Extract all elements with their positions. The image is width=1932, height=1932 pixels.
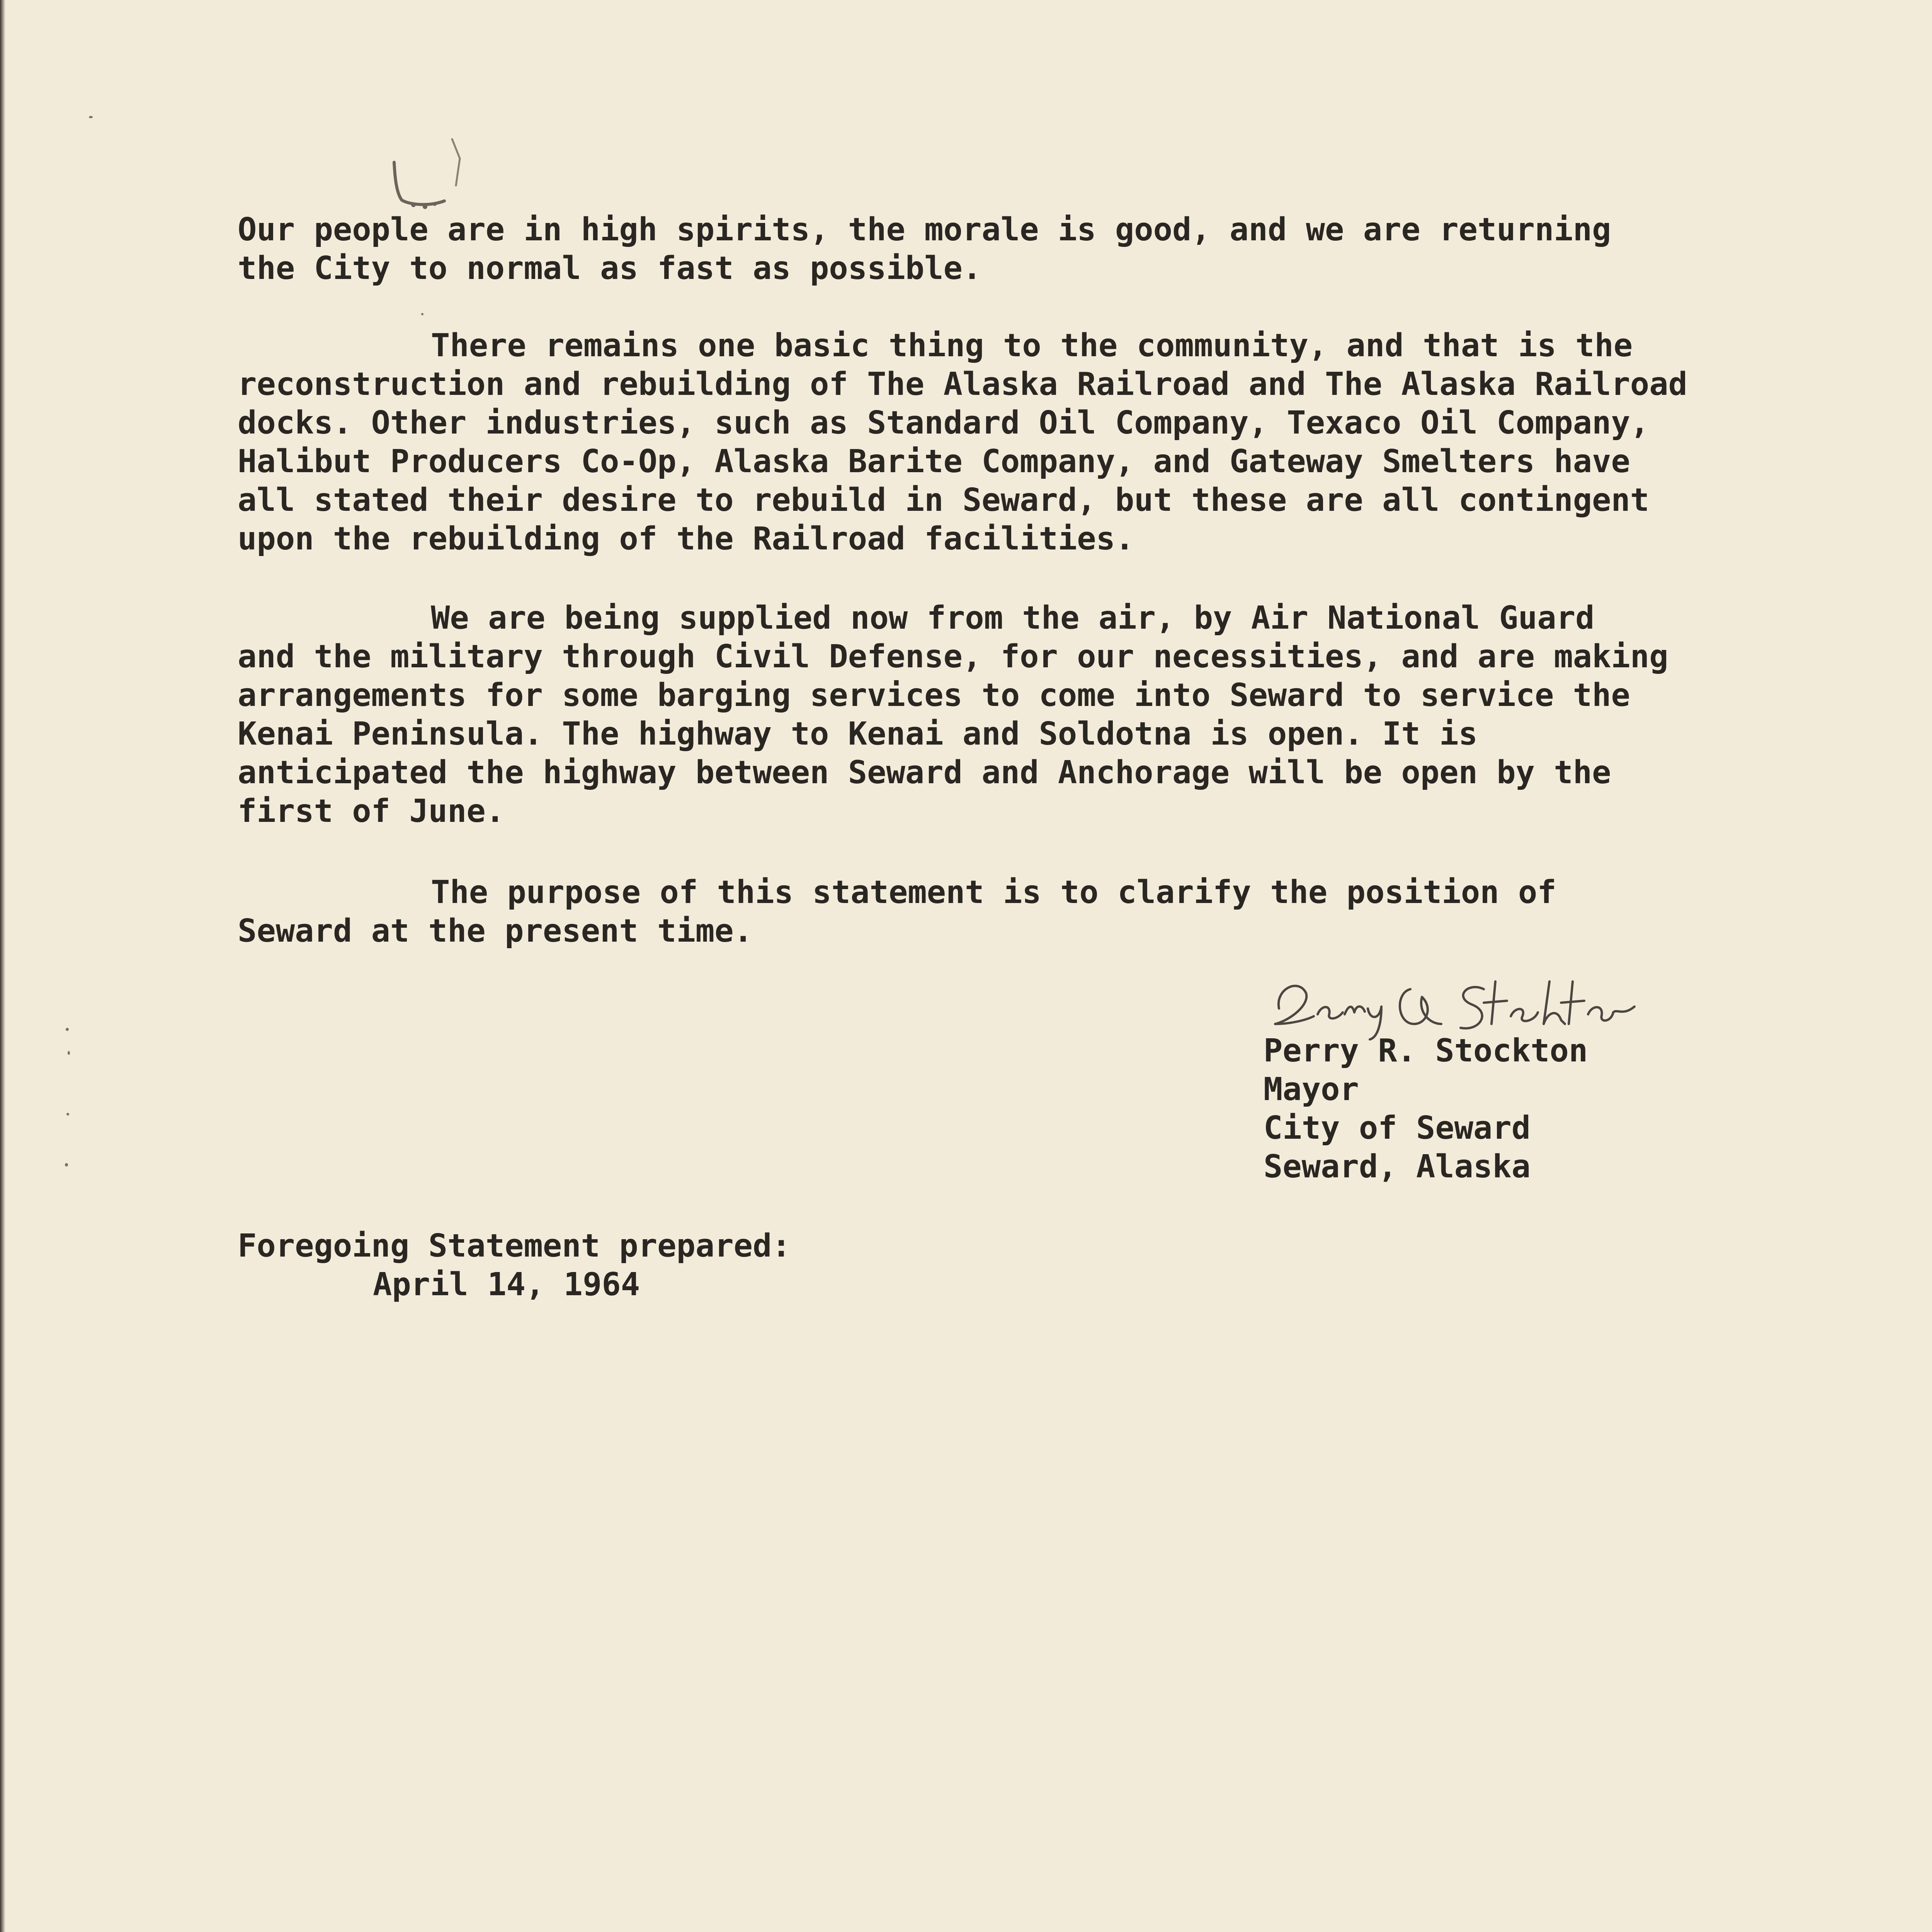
signer-location: Seward, Alaska: [1264, 1148, 1531, 1185]
margin-speck: [421, 313, 423, 315]
signer-organization: City of Seward: [1264, 1110, 1531, 1146]
paragraph-3-line-5: anticipated the highway between Seward and Anchorage will be open by the: [238, 754, 1611, 791]
margin-speck: [68, 1051, 70, 1055]
paragraph-4-line-2: Seward at the present time.: [238, 913, 753, 949]
margin-speck: [65, 1163, 68, 1167]
paragraph-3-line-3: arrangements for some barging services to come into Seward to service the: [238, 677, 1630, 714]
margin-speck: [66, 1113, 69, 1116]
paragraph-3-line-4: Kenai Peninsula. The highway to Kenai and Soldotna is open. It is: [238, 716, 1478, 752]
paragraph-2-line-5: all stated their desire to rebuild in Seward, but these are all contingent: [238, 482, 1650, 519]
prepared-date: April 14, 1964: [373, 1266, 640, 1303]
signer-name: Perry R. Stockton: [1264, 1032, 1588, 1069]
paragraph-3-line-1: We are being supplied now from the air, by Air National Guard: [431, 600, 1595, 636]
paragraph-1-line-1: Our people are in high spirits, the morale is good, and we are returning: [238, 211, 1611, 248]
paragraph-2-line-3: docks. Other industries, such as Standard Oil Company, Texaco Oil Company,: [238, 405, 1650, 441]
paragraph-1-line-2: the City to normal as fast as possible.: [238, 250, 982, 287]
prepared-label: Foregoing Statement prepared:: [238, 1228, 791, 1264]
paragraph-2-line-4: Halibut Producers Co-Op, Alaska Barite Company, and Gateway Smelters have: [238, 443, 1630, 480]
page-edge-shadow: [0, 0, 5, 1932]
margin-speck: [89, 116, 93, 118]
pencil-mark-icon: [386, 128, 487, 216]
signer-title: Mayor: [1264, 1071, 1359, 1108]
paragraph-3-line-6: first of June.: [238, 793, 505, 830]
paragraph-4-line-1: The purpose of this statement is to clarify the position of: [431, 874, 1556, 911]
paragraph-2-line-1: There remains one basic thing to the community, and that is the: [431, 327, 1633, 364]
margin-speck: [66, 1028, 69, 1031]
paragraph-2-line-6: upon the rebuilding of the Railroad facilities.: [238, 520, 1134, 557]
paragraph-2-line-2: reconstruction and rebuilding of The Alaska Railroad and The Alaska Railroad: [238, 366, 1687, 403]
paragraph-3-line-2: and the military through Civil Defense, for our necessities, and are making: [238, 638, 1668, 675]
